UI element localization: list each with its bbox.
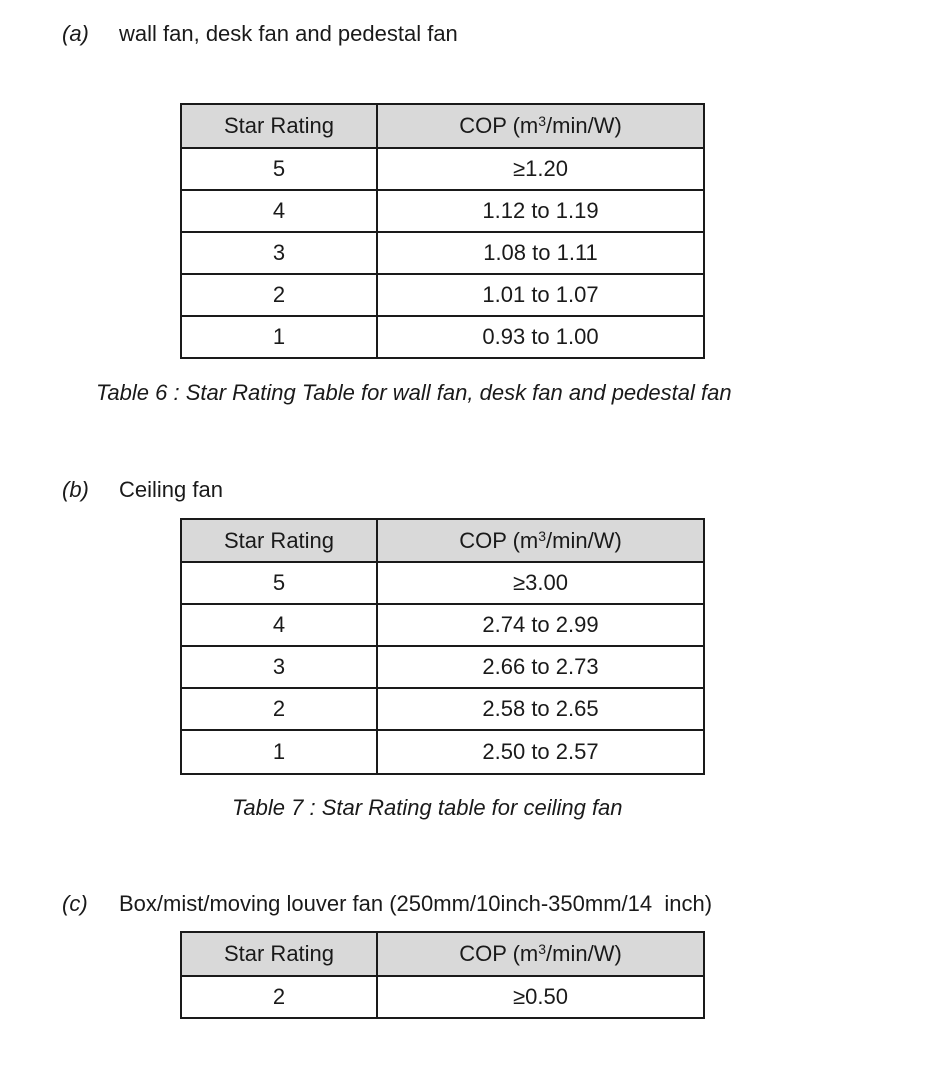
table-7-caption: Table 7 : Star Rating table for ceiling fan (232, 795, 623, 820)
section-b-marker: (b) (62, 477, 89, 502)
section-a-heading (62, 21, 458, 47)
cop-cell: 2.66 to 2.73 (377, 646, 704, 688)
header-cop-unit: /min/W) (546, 941, 622, 966)
rating-cell: 3 (181, 646, 377, 688)
table-row (181, 688, 704, 730)
rating-cell: 2 (181, 976, 377, 1018)
rating-cell: 4 (181, 604, 377, 646)
header-cop-text: COP (m (459, 527, 539, 553)
star-rating-table-a (180, 103, 705, 359)
header-star-rating: Star Rating (181, 104, 377, 148)
header-cop (377, 519, 704, 562)
table-row (181, 274, 704, 316)
header-cop-unit: /min/W) (546, 527, 622, 553)
cop-cell: 2.58 to 2.65 (377, 688, 704, 730)
table-row (181, 316, 704, 358)
header-cop (377, 932, 704, 976)
star-rating-table-c (180, 931, 705, 1019)
star-rating-table-b (180, 518, 705, 775)
section-b-title: Ceiling fan (119, 477, 223, 502)
cop-cell: ≥3.00 (377, 562, 704, 604)
section-b-heading (62, 477, 223, 503)
section-a-marker: (a) (62, 21, 89, 46)
cop-cell: 1.08 to 1.11 (377, 232, 704, 274)
table-header-row (181, 104, 704, 148)
section-c-title: Box/mist/moving louver fan (250mm/10inch-350mm/14 inch) (119, 891, 713, 916)
header-star-rating: Star Rating (181, 519, 377, 562)
section-a-title: wall fan, desk fan and pedestal fan (119, 21, 458, 46)
cop-cell: 0.93 to 1.00 (377, 316, 704, 358)
cop-cell: 2.74 to 2.99 (377, 604, 704, 646)
rating-cell: 1 (181, 730, 377, 774)
cop-cell: ≥1.20 (377, 148, 704, 190)
header-star-rating: Star Rating (181, 932, 377, 976)
header-cop-sup: 3 (538, 941, 547, 957)
rating-cell: 4 (181, 190, 377, 232)
header-cop-text: COP (m (459, 941, 539, 966)
header-cop (377, 104, 704, 148)
table-row (181, 148, 704, 190)
table-row (181, 646, 704, 688)
table-row (181, 562, 704, 604)
cop-cell: ≥0.50 (377, 976, 704, 1018)
table-row (181, 604, 704, 646)
table-row (181, 730, 704, 774)
header-cop-unit: /min/W) (546, 113, 622, 138)
rating-cell: 5 (181, 148, 377, 190)
header-cop-text: COP (m (459, 113, 539, 138)
header-cop-sup: 3 (538, 113, 547, 129)
table-header-row (181, 519, 704, 562)
table-row (181, 976, 704, 1018)
table-row (181, 232, 704, 274)
table-row (181, 190, 704, 232)
table-header-row (181, 932, 704, 976)
header-cop-sup: 3 (538, 527, 547, 544)
cop-cell: 1.01 to 1.07 (377, 274, 704, 316)
section-c-marker: (c) (62, 891, 88, 916)
cop-cell: 2.50 to 2.57 (377, 730, 704, 774)
rating-cell: 5 (181, 562, 377, 604)
rating-cell: 2 (181, 688, 377, 730)
section-c-heading (62, 891, 712, 917)
cop-cell: 1.12 to 1.19 (377, 190, 704, 232)
table-6-caption: Table 6 : Star Rating Table for wall fan, desk fan and pedestal fan (96, 380, 732, 405)
rating-cell: 2 (181, 274, 377, 316)
rating-cell: 1 (181, 316, 377, 358)
rating-cell: 3 (181, 232, 377, 274)
